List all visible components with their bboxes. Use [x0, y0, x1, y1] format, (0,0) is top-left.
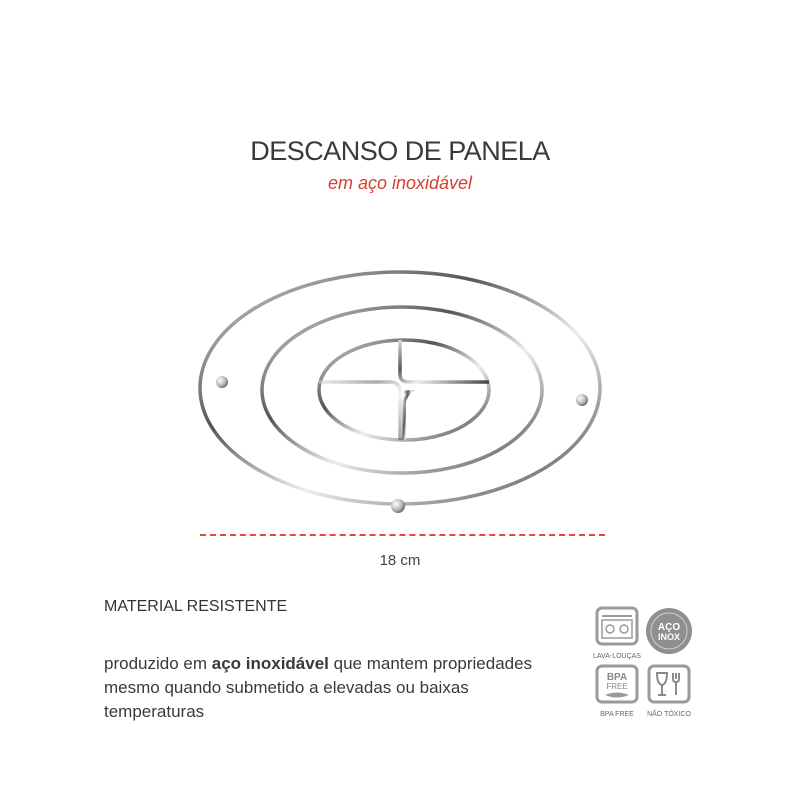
svg-text:AÇO: AÇO [657, 622, 681, 633]
page-subtitle: em aço inoxidável [327, 173, 473, 193]
trivet-product-image [190, 262, 610, 522]
dishwasher-label: LAVA-LOUÇAS [593, 653, 641, 660]
description-prefix: produzido em [104, 654, 212, 673]
non-toxic-badge [645, 664, 693, 718]
svg-text:BPA: BPA [606, 672, 628, 683]
bpa-free-badge [593, 664, 641, 718]
description-suffix: que mantem propriedades mesmo quando submetido a elevadas ou baixas temperaturas [104, 654, 533, 721]
glass-fork-icon [645, 664, 693, 704]
dimension-label: 18 cm [379, 552, 421, 569]
svg-text:INOX: INOX [657, 632, 681, 642]
description-highlight: aço inoxidável [211, 654, 329, 673]
dishwasher-icon [593, 606, 641, 646]
non-toxic-label: NÃO TÓXICO [647, 711, 691, 718]
bpa-free-label: BPA FREE [600, 711, 634, 718]
section-heading: MATERIAL RESISTENTE [104, 598, 288, 615]
dishwasher-safe-badge [593, 606, 641, 660]
svg-text:FREE: FREE [606, 682, 628, 691]
page-title: DESCANSO DE PANELA [250, 136, 550, 166]
bpa-free-icon [593, 664, 641, 704]
stainless-steel-badge [645, 606, 693, 661]
stainless-steel-seal-icon [645, 606, 693, 656]
dimension-line [200, 534, 605, 536]
description-text [104, 652, 544, 724]
